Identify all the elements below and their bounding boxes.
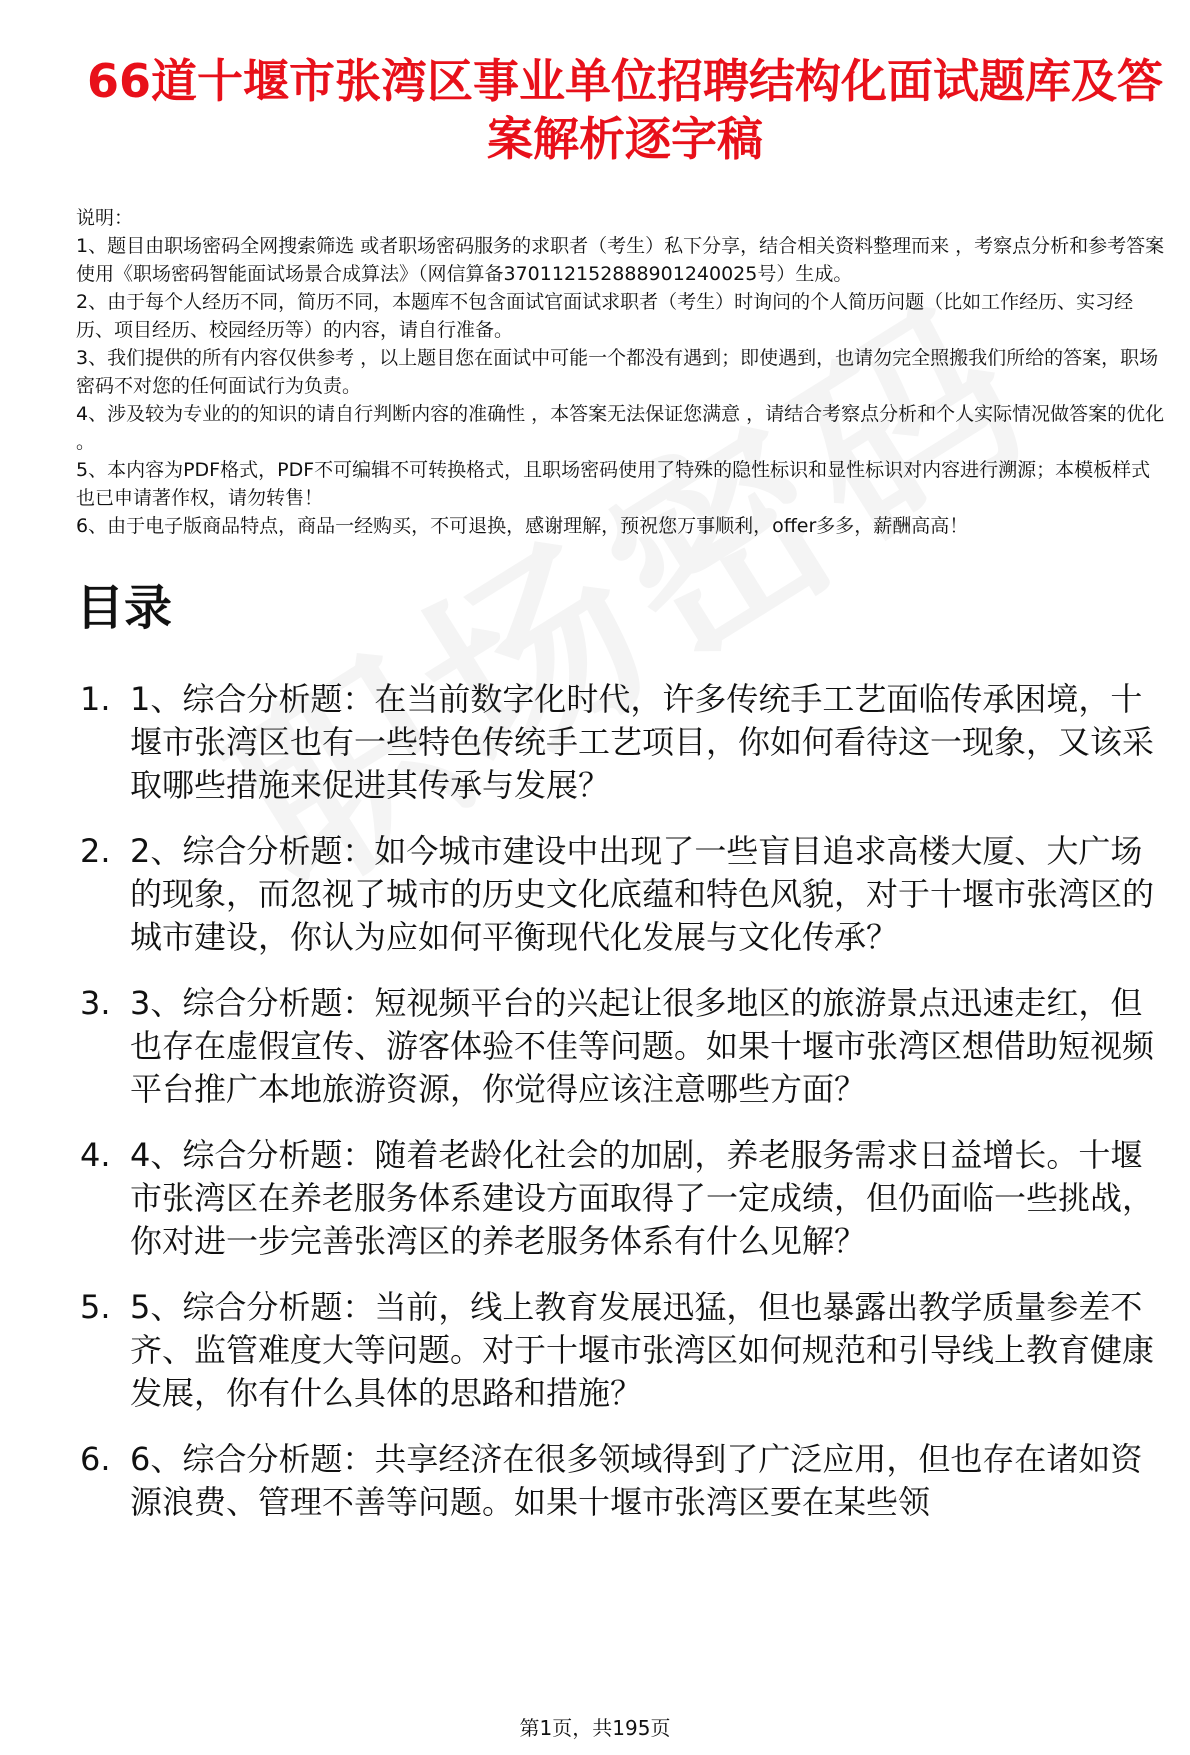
notes-heading: 说明： <box>76 207 134 229</box>
note-item: 5、本内容为PDF格式，PDF不可编辑不可转换格式，且职场密码使用了特殊的隐性标识和显性标识对内容进行溯源；本模板样式也已申请著作权，请勿转售！ <box>76 459 1151 509</box>
document-title: 66道十堰市张湾区事业单位招聘结构化面试题库及答案解析逐字稿 <box>86 54 1163 166</box>
page-footer: 第1页，共195页 <box>519 1716 671 1740</box>
toc-item-text: 3、综合分析题：短视频平台的兴起让很多地区的旅游景点迅速走红，但也存在虚假宣传、游客体验不佳等问题。如果十堰市张湾区想借助短视频平台推广本地旅游资源，你觉得应该注意哪些方面？ <box>130 984 1155 1108</box>
toc-item[interactable] <box>76 1134 1166 1263</box>
note-item: 3、我们提供的所有内容仅供参考 ，以上题目您在面试中可能一个都没有遇到；即使遇到，也请勿完全照搬我们所给的答案，职场密码不对您的任何面试行为负责。 <box>76 347 1159 397</box>
toc-heading: 目录 <box>76 580 173 636</box>
note-item: 1、题目由职场密码全网搜索筛选 或者职场密码服务的求职者（考生）私下分享，结合相关资料整理而来 ，考察点分析和参考答案使用《职场密码智能面试场景合成算法》（网信算备370112152888901240025号）生成。 <box>76 235 1165 285</box>
toc-item-number: 1. <box>80 680 111 718</box>
toc-item[interactable] <box>76 1438 1166 1524</box>
toc-item[interactable] <box>76 1286 1166 1415</box>
toc-item-text: 5、综合分析题：当前，线上教育发展迅猛，但也暴露出教学质量参差不齐、监管难度大等问题。对于十堰市张湾区如何规范和引导线上教育健康发展，你有什么具体的思路和措施？ <box>130 1288 1155 1412</box>
toc-item-text: 4、综合分析题：随着老龄化社会的加剧，养老服务需求日益增长。十堰市张湾区在养老服务体系建设方面取得了一定成绩，但仍面临一些挑战，你对进一步完善张湾区的养老服务体系有什么见解？ <box>130 1136 1155 1260</box>
toc-item-number: 3. <box>80 984 111 1022</box>
toc-item-number: 2. <box>80 832 111 870</box>
toc-item-number: 5. <box>80 1288 111 1326</box>
note-item: 2、由于每个人经历不同，简历不同，本题库不包含面试官面试求职者（考生）时询问的个人简历问题（比如工作经历、实习经历、项目经历、校园经历等）的内容，请自行准备。 <box>76 291 1134 341</box>
note-item: 6、由于电子版商品特点，商品一经购买，不可退换，感谢理解，预祝您万事顺利，offer多多，薪酬高高！ <box>76 515 969 537</box>
toc-item-text: 6、综合分析题：共享经济在很多领域得到了广泛应用，但也存在诸如资源浪费、管理不善等问题。如果十堰市张湾区要在某些领 <box>130 1440 1143 1521</box>
toc-item[interactable] <box>76 982 1166 1111</box>
toc-item-text: 2、综合分析题：如今城市建设中出现了一些盲目追求高楼大厦、大广场的现象，而忽视了城市的历史文化底蕴和特色风貌，对于十堰市张湾区的城市建设，你认为应如何平衡现代化发展与文化传承？ <box>130 832 1155 956</box>
toc-item-number: 4. <box>80 1136 111 1174</box>
toc-item[interactable] <box>76 678 1166 807</box>
toc-item-number: 6. <box>80 1440 111 1478</box>
toc-item[interactable] <box>76 830 1166 959</box>
toc-item-text: 1、综合分析题：在当前数字化时代，许多传统手工艺面临传承困境，十堰市张湾区也有一些特色传统手工艺项目，你如何看待这一现象，又该采取哪些措施来促进其传承与发展？ <box>130 680 1155 804</box>
table-of-contents <box>76 678 1166 1524</box>
note-item: 4、涉及较为专业的的知识的请自行判断内容的准确性 ，本答案无法保证您满意 ，请结合考察点分析和个人实际情况做答案的优化 。 <box>76 403 1165 453</box>
notes-section <box>76 204 1166 540</box>
